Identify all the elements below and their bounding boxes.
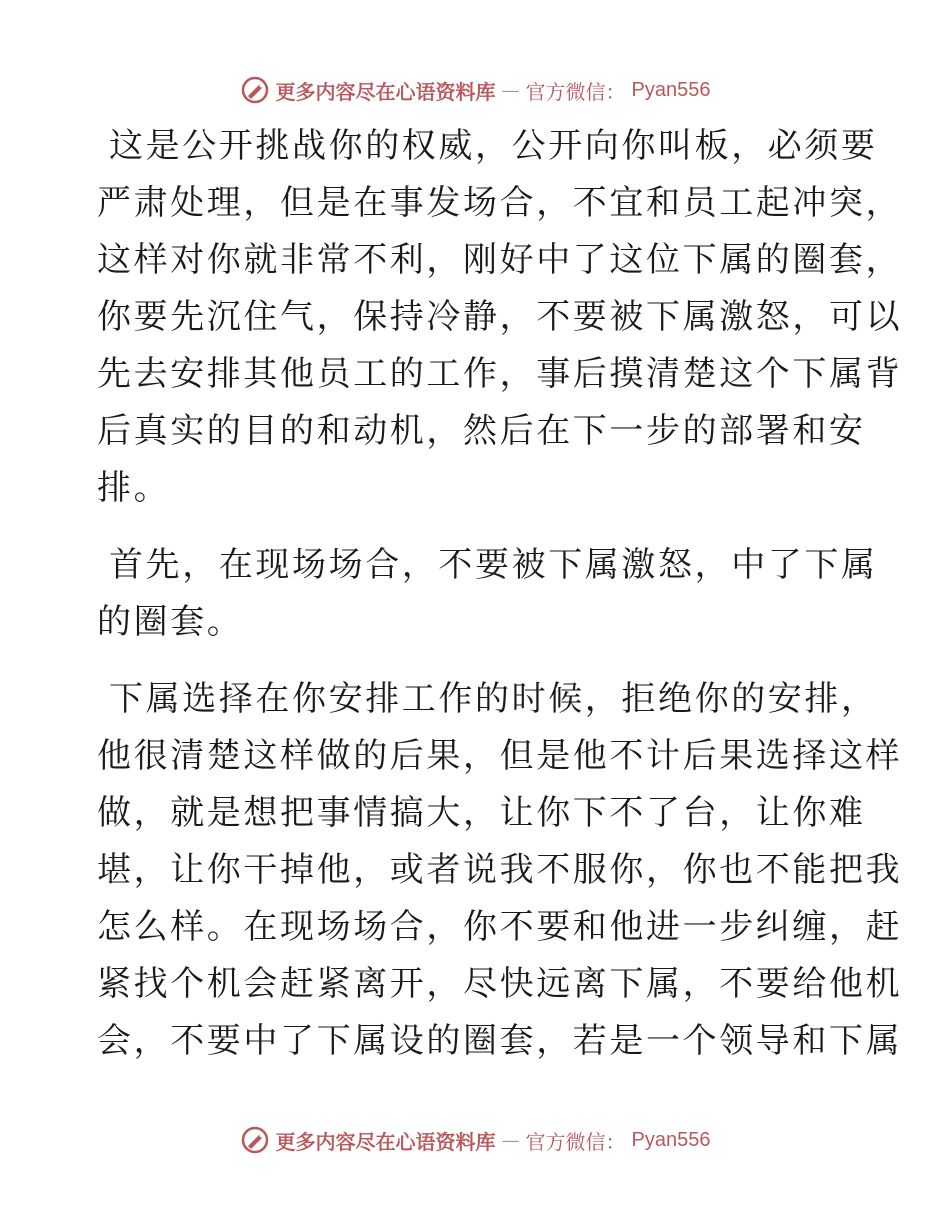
- text-line: 严肃处理，但是在事发场合，不宜和员工起冲突，: [97, 183, 903, 223]
- document-body: [97, 118, 903, 1090]
- text-line: 排。: [97, 468, 171, 508]
- footer-site-text: 更多内容尽在心语资料库: [275, 1129, 496, 1154]
- paragraph: [97, 537, 878, 651]
- text-line: 这是公开挑战你的权威，公开向你叫板，必须要: [109, 126, 878, 166]
- text-line: 这样对你就非常不利，刚好中了这位下属的圈套，: [97, 240, 903, 280]
- footer-wechat-label: 官方微信：: [525, 1129, 626, 1154]
- header-wechat-label: 官方微信：: [525, 79, 626, 104]
- text-line: 堪，让你干掉他，或者说我不服你，你也不能把我: [97, 850, 903, 890]
- footer-wechat-id: Pyan556: [631, 1128, 711, 1151]
- logo-icon: [240, 75, 270, 105]
- text-line: 做，就是想把事情搞大，让你下不了台，让你难: [97, 793, 866, 833]
- header-wechat-id: Pyan556: [631, 78, 711, 101]
- text-line: 首先，在现场场合，不要被下属激怒，中了下属: [109, 545, 878, 585]
- text-line: 你要先沉住气，保持冷静，不要被下属激怒，可以: [97, 297, 903, 337]
- footer-banner: [0, 1120, 950, 1160]
- footer-separator: —: [501, 1129, 520, 1151]
- paragraph: [97, 118, 903, 517]
- text-line: 先去安排其他员工的工作，事后摸清楚这个下属背: [97, 354, 903, 394]
- text-line: 紧找个机会赶紧离开，尽快远离下属，不要给他机: [97, 964, 903, 1004]
- logo-icon: [240, 1125, 270, 1155]
- text-line: 下属选择在你安排工作的时候，拒绝你的安排，: [109, 679, 878, 719]
- text-line: 会，不要中了下属设的圈套，若是一个领导和下属: [97, 1021, 903, 1061]
- text-line: 的圈套。: [97, 602, 244, 642]
- paragraph: [97, 671, 903, 1070]
- header-banner: [0, 70, 950, 110]
- text-line: 怎么样。在现场场合，你不要和他进一步纠缠，赶: [97, 907, 903, 947]
- text-line: 后真实的目的和动机，然后在下一步的部署和安: [97, 411, 866, 451]
- text-line: 他很清楚这样做的后果，但是他不计后果选择这样: [97, 736, 903, 776]
- header-site-text: 更多内容尽在心语资料库: [275, 79, 496, 104]
- header-separator: —: [501, 79, 520, 101]
